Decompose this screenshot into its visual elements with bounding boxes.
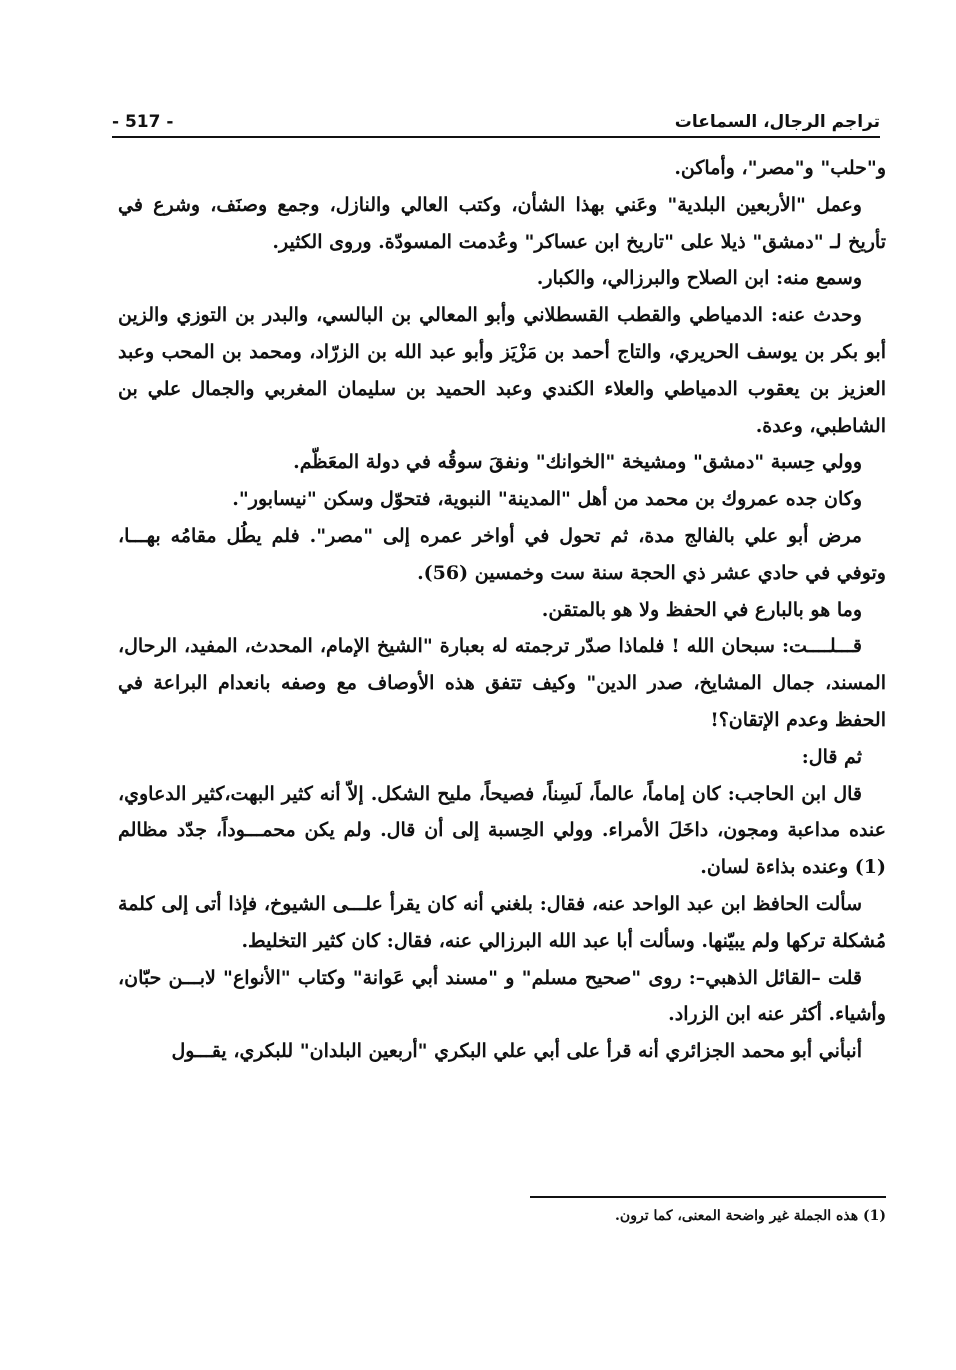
footnote-divider xyxy=(530,1196,886,1198)
running-title: تراجم الرجال، السماعات xyxy=(674,112,880,132)
paragraph: وحدث عنه: الدمياطي والقطب القسطلاني وأبو المعالي بن البالسي، والبدر بن التوزي والزين أبو بكر بن يوسف الحريري، والتاج أحمد بن مَزْيَز وأبو عبد الله بن الزرّاد، ومحمد بن المحب وعبد العزيز بن يعقوب الدمياطي والعلاء الكندي وعبد الحميد بن سليمان المغربي والجمال علي بن الشاطبي، وعدة. xyxy=(118,304,886,437)
body-text xyxy=(118,150,886,1070)
footnote: (1) هذه الجملة غير واضحة المعنى، كما ترون. xyxy=(615,1208,886,1224)
paragraph: وما هو بالبارع في الحفظ ولا هو بالمتقن. xyxy=(541,598,862,621)
header-divider xyxy=(112,136,880,138)
paragraph: وعمل "الأربعين البلدية" وعَني بهذا الشأن، وكتب العالي والنازل، وجمع وصنَف، وشرع في تأريخ لـ "دمشق" ذيلا على "تاريخ ابن عساكر" وعُدمت المسودّة. وروى الكثير. xyxy=(118,193,886,253)
paragraph: قـــلــــت: سبحان الله ! فلماذا صدّر ترجمته له بعبارة "الشيخ الإمام، المحدث، المفيد، الرحال، المسند، جمال المشايخ، صدر الدين" وكيف تتفق هذه الأوصاف مع وصفه بانعدام البراعة في الحفظ وعدم الإتقان؟! xyxy=(118,635,886,731)
paragraph: مرض أبو علي بالفالج مدة، ثم تحول في أواخر عمره إلى "مصر". فلم يطُل مقامُه بهـــا، وتوفي في حادي عشر ذي الحجة سنة ست وخمسين (56). xyxy=(118,524,886,584)
page-number: - 517 - xyxy=(112,112,174,132)
paragraph: قال ابن الحاجب: كان إماماً، عالماً، لَسِناً، فصيحاً، مليح الشكل. إلاّ أنه كثير البهت،كثير الدعاوي، عنده مداعبة ومجون، داخَلَ الأمراء. وولي الحِسبة إلى أن قال. ولم يكن محمـــوداً، جدّد مظالم (1) وعنده بذاءة لسان. xyxy=(118,782,886,879)
paragraph: سألت الحافظ ابن عبد الواحد عنه، فقال: بلغني أنه كان يقرأ علـــى الشيوخ، فإذا أتى إلى كلمة مُشكلة تركها ولم يبيّنها. وسألت أبا عبد الله البرزالي عنه، فقال: كان كثير التخليط. xyxy=(118,892,886,952)
paragraph: وكان جده عمروك بن محمد من أهل "المدينة" النبوية، فتحوّل وسكن "نيسابور". xyxy=(232,488,862,511)
paragraph: و"حلب" و"مصر"، وأماكن. xyxy=(674,157,886,179)
paragraph: أنبأني أبو محمد الجزائري أنه قرأ على أبي علي البكري "أربعين البلدان" للبكري، يقـــول xyxy=(171,1040,862,1063)
paragraph: وولي حِسبة "دمشق" ومشيخة "الخوانك" ونفقَ سوقُه في دولة المعَظّم. xyxy=(293,451,862,474)
paragraph: ثم قال: xyxy=(801,745,862,768)
paragraph: وسمع منه: ابن الصلاح والبرزالي، والكبار. xyxy=(536,267,862,290)
page-header xyxy=(112,100,880,132)
paragraph: قلت –القائل الذهبي–: روى "صحيح مسلم" و "مسند أبي عَوانة" وكتاب "الأنواع" لابـــن حبّان، وأشياء. أكثر عنه ابن الزراد. xyxy=(118,966,886,1026)
